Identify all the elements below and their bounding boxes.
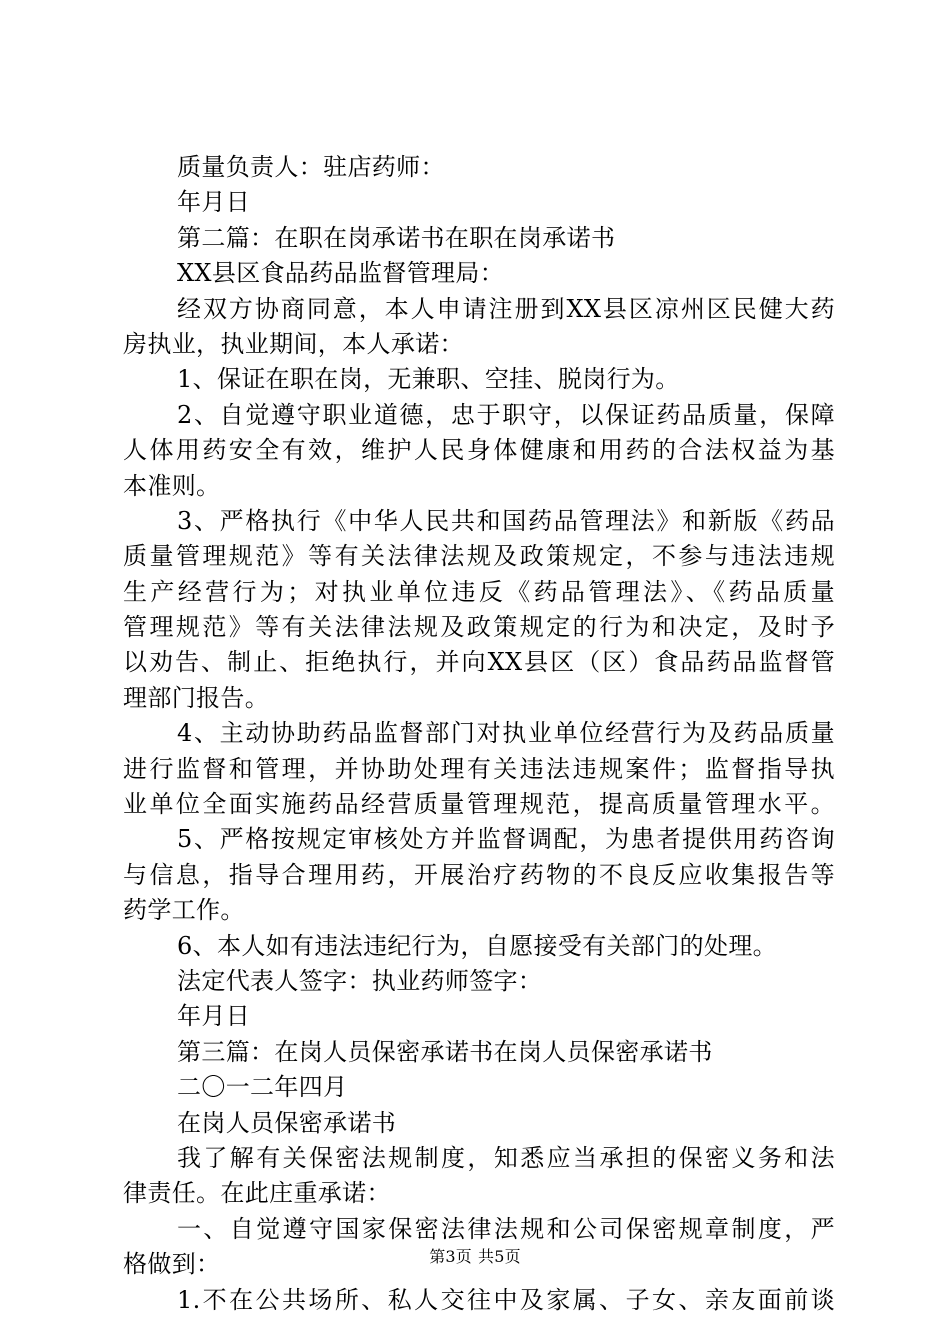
date-line: 二〇一二年四月 bbox=[177, 1073, 348, 1102]
list-item: 5、严格按规定审核处方并监督调配，为患者提供用药咨询 bbox=[177, 825, 835, 854]
text-line: 管理规范》等有关法律法规及政策规定的行为和决定，及时予 bbox=[123, 613, 835, 642]
date-line: 年月日 bbox=[177, 1002, 251, 1031]
list-item: 3、严格执行《中华人民共和国药品管理法》和新版《药品 bbox=[177, 506, 835, 535]
section-heading: 第三篇：在岗人员保密承诺书在岗人员保密承诺书 bbox=[177, 1037, 713, 1066]
text-line: 本准则。 bbox=[123, 471, 221, 500]
text-line: 药学工作。 bbox=[123, 896, 245, 925]
text-line: 进行监督和管理，并协助处理有关违法违规案件；监督指导执 bbox=[123, 754, 835, 783]
list-item: 6、本人如有违法违纪行为，自愿接受有关部门的处理。 bbox=[177, 931, 778, 960]
signature-line: 法定代表人签字：执业药师签字： bbox=[177, 966, 543, 995]
text-line: 经双方协商同意，本人申请注册到XX县区凉州区民健大药 bbox=[177, 294, 835, 323]
text-line: 律责任。在此庄重承诺： bbox=[123, 1179, 391, 1208]
text-line: 质量管理规范》等有关法律法规及政策规定，不参与违法违规 bbox=[123, 542, 835, 571]
text-line: 人体用药安全有效，维护人民身体健康和用药的合法权益为基 bbox=[123, 436, 835, 465]
text-line: 与信息，指导合理用药，开展治疗药物的不良反应收集报告等 bbox=[123, 860, 835, 889]
list-item: 1.不在公共场所、私人交往中及家属、子女、亲友面前谈 bbox=[177, 1285, 835, 1314]
list-item: 2、自觉遵守职业道德，忠于职守，以保证药品质量，保障 bbox=[177, 400, 835, 429]
text-line: 房执业，执业期间，本人承诺： bbox=[123, 329, 464, 358]
text-line: 格做到： bbox=[123, 1250, 221, 1279]
document-body bbox=[123, 150, 835, 1318]
text-line: 理部门报告。 bbox=[123, 683, 270, 712]
text-line: 年月日 bbox=[177, 188, 251, 217]
list-item: 一、自觉遵守国家保密法律法规和公司保密规章制度，严 bbox=[177, 1214, 835, 1243]
page-number: 第3页 bbox=[429, 1247, 472, 1266]
text-line: 我了解有关保密法规制度，知悉应当承担的保密义务和法 bbox=[177, 1143, 835, 1172]
addressee-line: XX县区食品药品监督管理局： bbox=[177, 259, 505, 288]
page-footer bbox=[0, 1244, 950, 1267]
text-line: 业单位全面实施药品经营质量管理规范，提高质量管理水平。 bbox=[123, 790, 835, 819]
list-item: 4、主动协助药品监督部门对执业单位经营行为及药品质量 bbox=[177, 719, 835, 748]
page-total: 共5页 bbox=[478, 1247, 521, 1266]
subsection-title: 在岗人员保密承诺书 bbox=[177, 1108, 397, 1137]
section-heading: 第二篇：在职在岗承诺书在职在岗承诺书 bbox=[177, 223, 616, 252]
list-item: 1、保证在职在岗，无兼职、空挂、脱岗行为。 bbox=[177, 365, 680, 394]
text-line: 质量负责人：驻店药师： bbox=[177, 153, 445, 181]
text-line: 以劝告、制止、拒绝执行，并向XX县区（区）食品药品监督管 bbox=[123, 648, 835, 677]
text-line: 生产经营行为；对执业单位违反《药品管理法》、《药品质量 bbox=[123, 577, 835, 606]
